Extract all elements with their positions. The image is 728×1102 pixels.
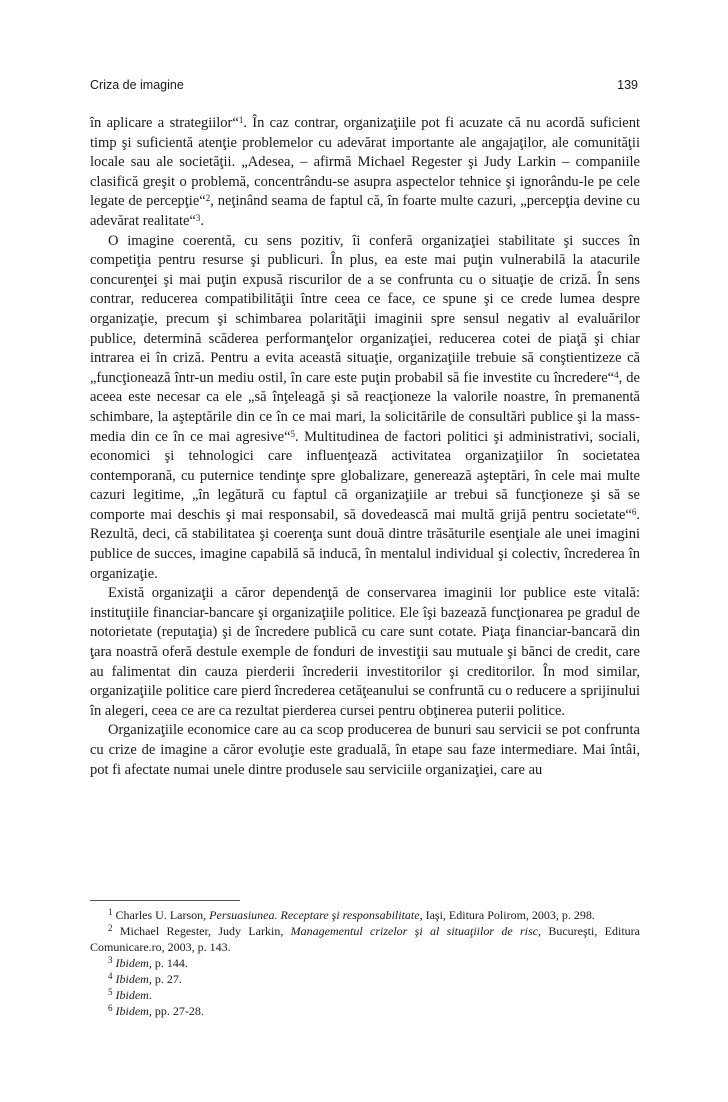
text-run: , p. 27.	[148, 972, 182, 986]
footnote-ref: 4	[108, 971, 113, 981]
text-run: , de aceea este necesar ca ele „să înţeleagă şi să reacţioneze la valorile noastre, în premanentă schimbare, la aşteptările din ce în ce mai mari, la solicitările de consultări publice şi la mass-media din ce în ce mai agresive“	[90, 369, 640, 445]
text-run: . Multitudinea de factori politici şi administrativi, sociali, economici şi tehnologici care influenţează activitatea organizaţiilor în societatea contemporană, cu puternice tendinţe spre globalizare, generează aşteptări, în cele mai multe cazuri legitime, „în legătură cu faptul că organizaţiile ar trebui să funcţioneze şi să se comporte mai deschis şi mai responsabil, să dovedească mai multă grijă pentru societate“	[90, 428, 641, 523]
footnote-ref: 4	[614, 369, 619, 380]
chapter-title: Criza de imagine	[90, 78, 184, 92]
text-run: Michael Regester, Judy Larkin,	[112, 924, 291, 938]
paragraph-1	[90, 114, 640, 232]
page-number: 139	[617, 78, 638, 92]
footnote-ref: 1	[108, 907, 113, 917]
footnote	[90, 907, 640, 923]
italic-title: Ibidem	[115, 1004, 149, 1018]
footnote-ref: 3	[108, 955, 113, 965]
text-run: în aplicare a strategiilor“	[90, 115, 239, 131]
text-run: , Iaşi, Editura Polirom, 2003, p. 298.	[419, 908, 595, 922]
italic-title: Ibidem	[115, 972, 149, 986]
italic-title: Ibidem	[115, 988, 149, 1002]
text-run: O imagine coerentă, cu sens pozitiv, îi conferă organizaţiei stabilitate şi succes în competiţia pentru resurse şi publicuri. În plus, ea este mai puţin vulnerabilă la atacurile concurenţei şi mai puţin expusă riscurilor de a se confrunta cu o situaţie de criză. În sens contrar, reducerea compatibilităţii între ceea ce face, ce spune şi ce crede lumea despre organizaţie, precum şi schimbarea polarităţii imaginii spre sensul negativ al evaluărilor publice, determină scăderea performanţelor organizaţiei, reducerea cotei de piaţă şi chiar intrarea ei în criză. Pentru a evita această situaţie, organizaţiile trebuie să conştientizeze că „funcţionează într-un mediu ostil, în care este puţin probabil să fie investite cu încredere“	[90, 232, 640, 386]
running-header	[90, 78, 638, 92]
footnote-ref: 1	[238, 115, 244, 125]
text-run: , pp. 27-28.	[148, 1004, 204, 1018]
text-run: , neţinând seama de faptul că, în foarte multe cazuri, „percepţia devine cu adevărat realitate“	[90, 193, 640, 229]
footnote	[90, 923, 640, 955]
text-run: Există organizaţii a căror dependenţă de conservarea imaginii lor publice este vitală: instituţiile financiar-bancare şi organizaţiile politice. Ele îşi bazează funcţionarea pe gradul de notorietate (reputaţia) şi de încredere publică cu care sunt cotate. Piaţa financiar-bancară din ţara noastră oferă destule exemple de fonduri de investiţii sau mutuale şi bănci de credit, care au falimentat din cauza pierderii încrederii investitorilor şi creditorilor. În mod similar, organizaţiile politice care pierd încrederea cetăţeanului se confruntă cu o reducere a sprijinului în alegeri, ceea ce are ca rezultat pierderea cursei pentru obţinerea puterii politice.	[90, 585, 640, 719]
footnotes-section	[90, 900, 640, 1019]
footnote-ref: 2	[108, 923, 113, 933]
paragraph-4	[90, 721, 640, 780]
text-run: , p. 144.	[148, 956, 188, 970]
italic-title: Persuasiunea. Receptare şi responsabilitate	[209, 908, 420, 922]
footnote-ref: 6	[108, 1003, 113, 1013]
text-run: , Bucureşti, Editura Comunicare.ro, 2003, p. 143.	[90, 924, 640, 954]
text-run: Charles U. Larson,	[112, 908, 210, 922]
main-text	[90, 114, 640, 780]
text-run: . În caz contrar, organizaţiile pot fi acuzate că nu acordă suficient timp şi suficientă atenţie problemelor cu adevărat importante ale angajaţilor, ale comunităţii locale sau ale societăţii. „Adesea, – afirmă Michael Regester şi Judy Larkin – companiile clasifică greşit o problemă, concentrându-se asupra aspectelor tehnice şi ignorându-le pe cele legate de percepţie“	[90, 115, 640, 210]
footnote-list	[90, 907, 640, 1019]
footnote-ref: 3	[195, 212, 201, 223]
footnote	[90, 971, 640, 987]
footnote	[90, 955, 640, 971]
footnote-ref: 5	[108, 987, 113, 997]
text-run: . Rezultă, deci, că stabilitatea şi coerenţa sunt două dintre trăsăturile esenţiale ale unei imagini publice de succes, imagine capabilă să inducă, în mentalul individual şi colectiv, încrederea în organizaţie.	[90, 506, 640, 582]
footnote-divider	[90, 900, 240, 901]
footnote	[90, 987, 640, 1003]
paragraph-2	[90, 232, 640, 585]
paragraph-3	[90, 584, 640, 721]
footnote-ref: 2	[205, 193, 211, 204]
italic-title: Managementul crizelor şi al situaţiilor de risc	[290, 924, 539, 938]
text-run: .	[148, 988, 152, 1002]
italic-title: Ibidem	[115, 956, 149, 970]
footnote-ref: 5	[290, 428, 296, 439]
text-run: Organizaţiile economice care au ca scop producerea de bunuri sau servicii se pot confrunta cu crize de imagine a căror evoluţie este graduală, în etape sau faze intermediare. Mai întâi, pot fi afectate numai unele dintre produsele sau serviciile organizaţiei, care au	[90, 722, 640, 778]
text-run: .	[200, 212, 204, 229]
footnote	[90, 1003, 640, 1019]
footnote-ref: 6	[631, 506, 637, 517]
